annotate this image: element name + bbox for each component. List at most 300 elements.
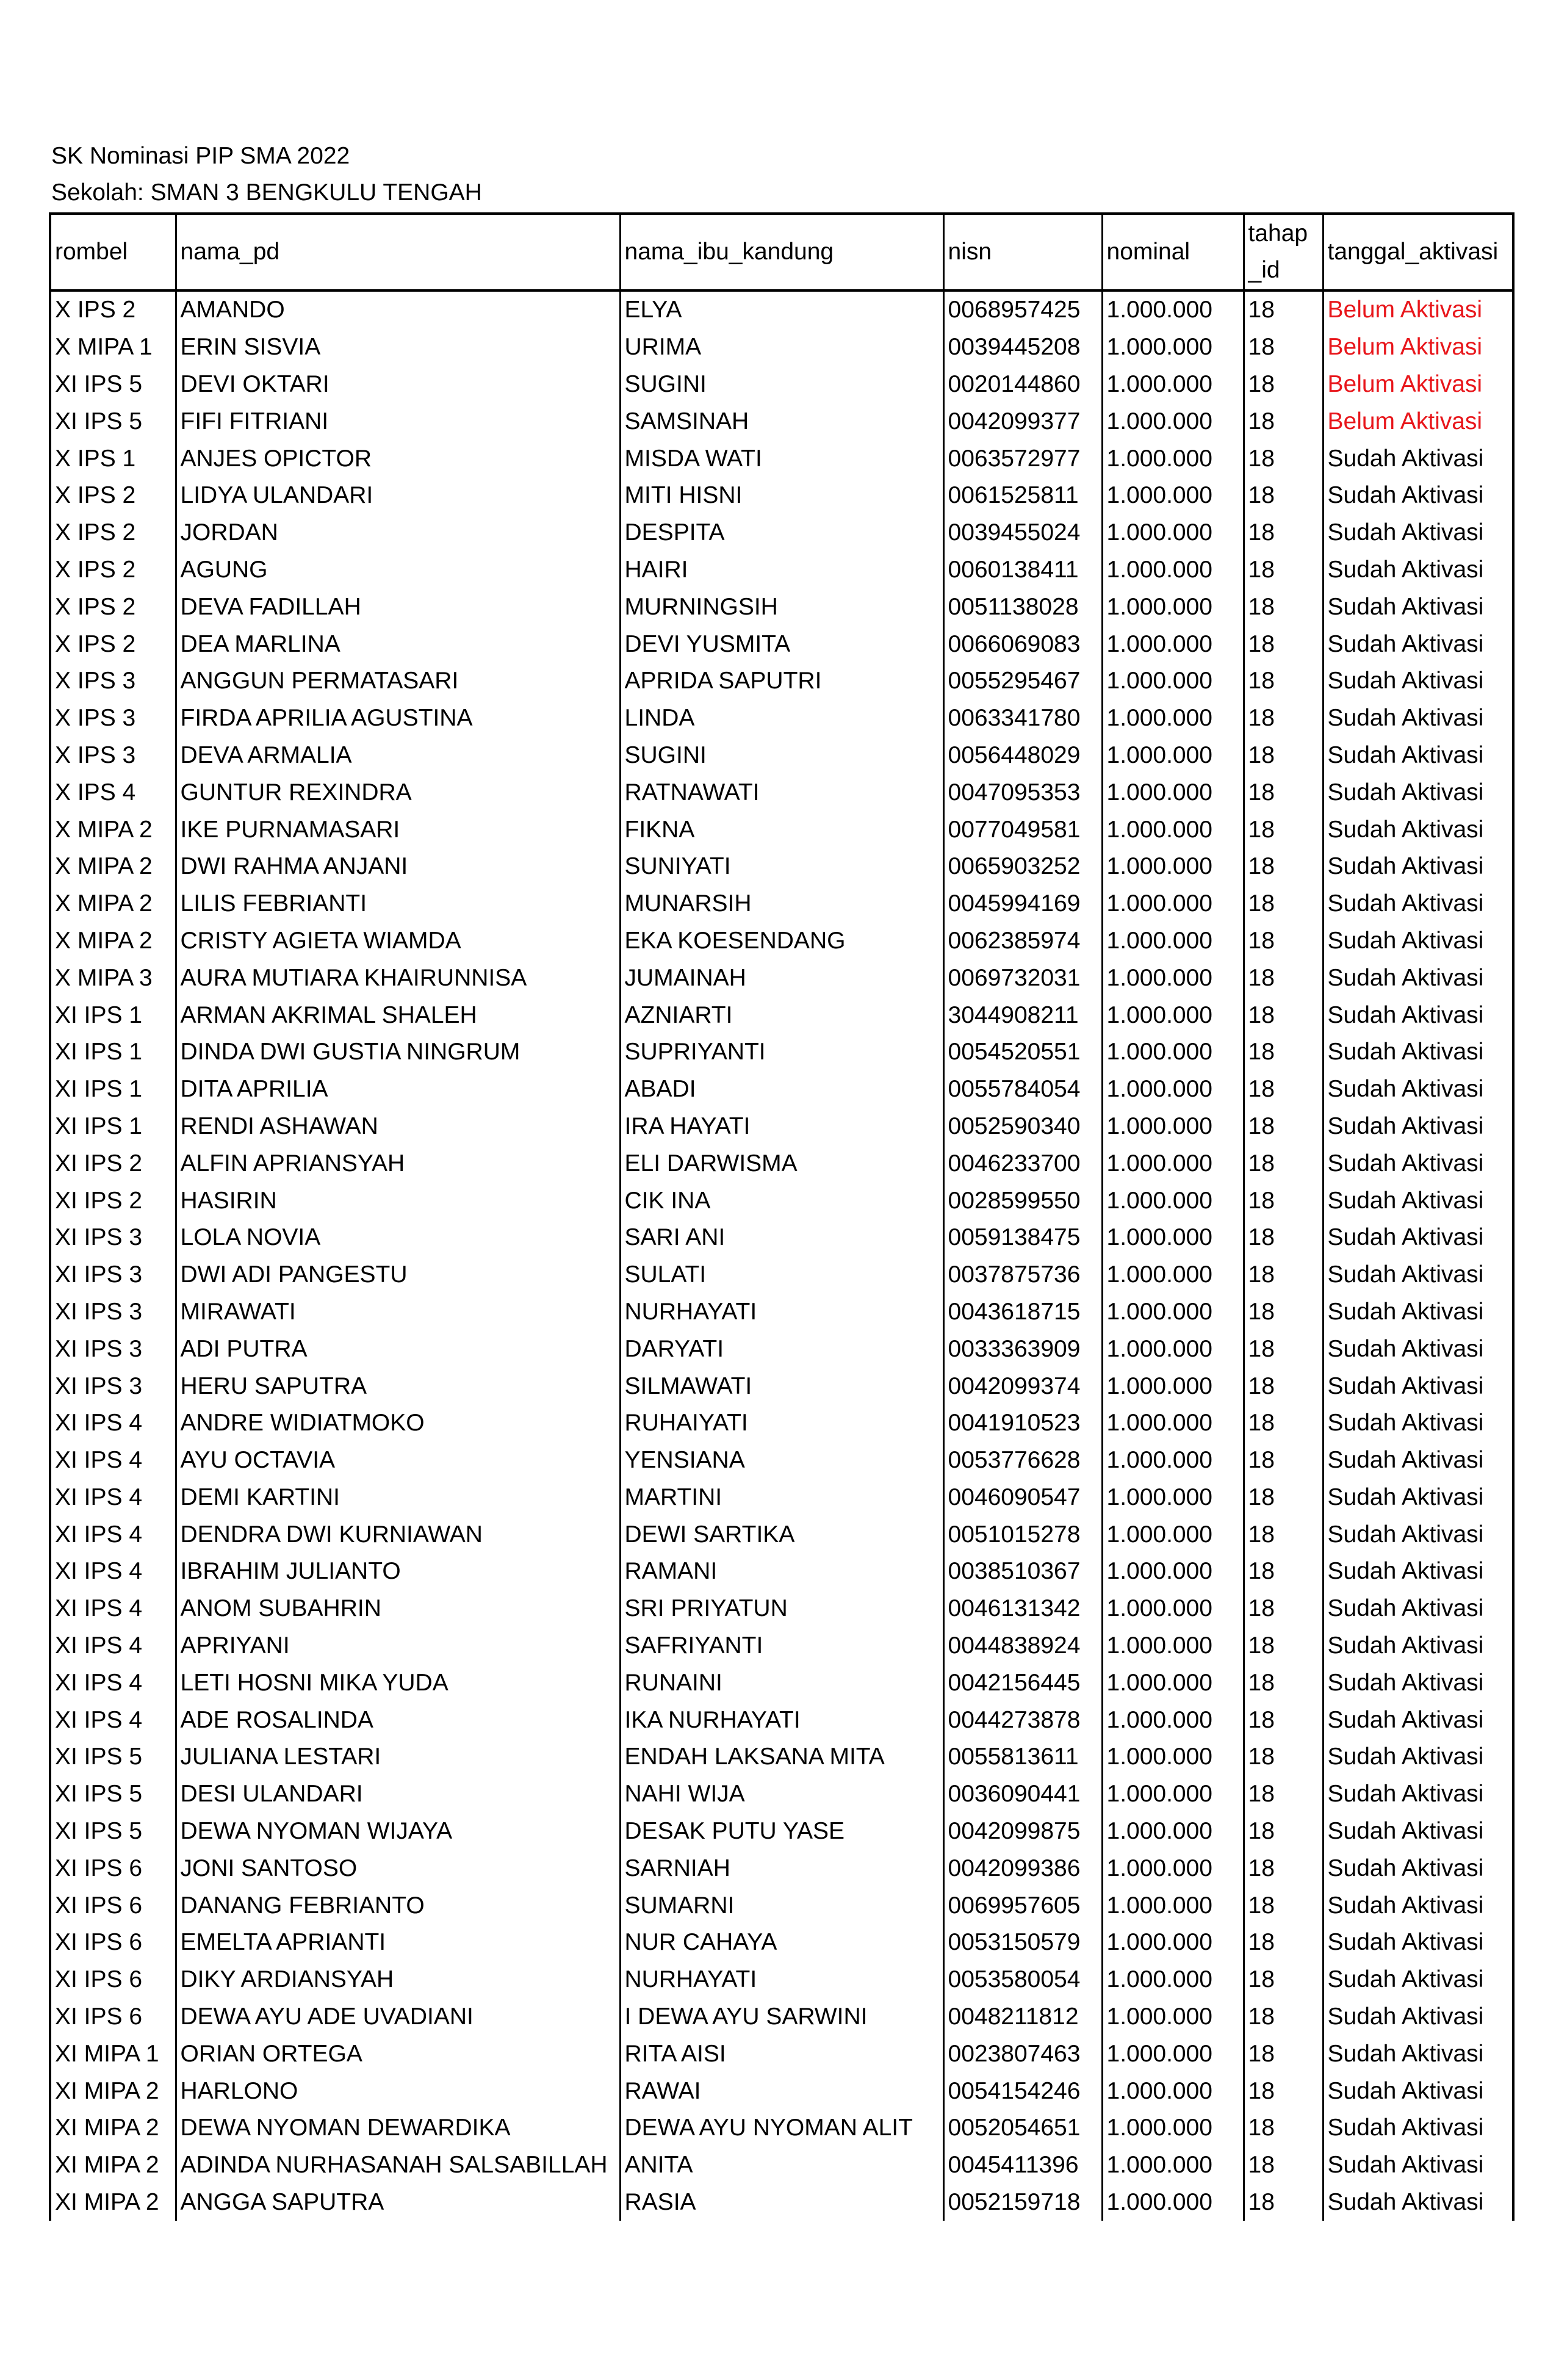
cell-tahap-id: 18	[1244, 1442, 1323, 1479]
cell-nama-pd: DEA MARLINA	[176, 626, 620, 663]
table-row	[50, 403, 1513, 440]
table-row	[50, 1257, 1513, 1294]
cell-tahap-id: 18	[1244, 1479, 1323, 1516]
cell-tanggal-aktivasi: Sudah Aktivasi	[1323, 2072, 1513, 2110]
cell-nominal: 1.000.000	[1102, 1442, 1244, 1479]
cell-nama-ibu-kandung: SAFRIYANTI	[620, 1628, 943, 1665]
cell-tanggal-aktivasi: Sudah Aktivasi	[1323, 440, 1513, 477]
cell-nama-pd: DEWA NYOMAN WIJAYA	[176, 1813, 620, 1850]
cell-tanggal-aktivasi: Sudah Aktivasi	[1323, 1182, 1513, 1219]
cell-nama-pd: CRISTY AGIETA WIAMDA	[176, 923, 620, 960]
cell-tahap-id: 18	[1244, 2072, 1323, 2110]
cell-tanggal-aktivasi: Sudah Aktivasi	[1323, 959, 1513, 997]
cell-nama-ibu-kandung: RASIA	[620, 2184, 943, 2221]
cell-nama-ibu-kandung: YENSIANA	[620, 1442, 943, 1479]
cell-tahap-id: 18	[1244, 1664, 1323, 1701]
cell-tahap-id: 18	[1244, 1590, 1323, 1628]
cell-nisn: 0060138411	[943, 552, 1102, 589]
cell-tahap-id: 18	[1244, 848, 1323, 885]
cell-nominal: 1.000.000	[1102, 440, 1244, 477]
table-row	[50, 811, 1513, 848]
cell-nama-ibu-kandung: ELI DARWISMA	[620, 1145, 943, 1182]
cell-rombel: XI MIPA 2	[50, 2184, 176, 2221]
cell-tanggal-aktivasi: Belum Aktivasi	[1323, 290, 1513, 329]
cell-rombel: XI IPS 2	[50, 1182, 176, 1219]
cell-nama-pd: DWI RAHMA ANJANI	[176, 848, 620, 885]
cell-tahap-id: 18	[1244, 663, 1323, 700]
cell-nominal: 1.000.000	[1102, 588, 1244, 626]
cell-nama-pd: DESI ULANDARI	[176, 1776, 620, 1813]
cell-nama-pd: DEMI KARTINI	[176, 1479, 620, 1516]
table-row	[50, 1924, 1513, 1961]
cell-tanggal-aktivasi: Sudah Aktivasi	[1323, 2035, 1513, 2072]
cell-tanggal-aktivasi: Sudah Aktivasi	[1323, 1145, 1513, 1182]
cell-nominal: 1.000.000	[1102, 1405, 1244, 1442]
cell-nama-ibu-kandung: NURHAYATI	[620, 1961, 943, 1999]
cell-nominal: 1.000.000	[1102, 1590, 1244, 1628]
cell-nama-ibu-kandung: MUNARSIH	[620, 885, 943, 923]
cell-nama-pd: EMELTA APRIANTI	[176, 1924, 620, 1961]
cell-nama-ibu-kandung: DEVI YUSMITA	[620, 626, 943, 663]
cell-rombel: XI IPS 3	[50, 1257, 176, 1294]
cell-tanggal-aktivasi: Sudah Aktivasi	[1323, 514, 1513, 552]
cell-nisn: 3044908211	[943, 997, 1102, 1034]
cell-tahap-id: 18	[1244, 1182, 1323, 1219]
cell-rombel: XI IPS 1	[50, 1071, 176, 1108]
cell-nisn: 0046131342	[943, 1590, 1102, 1628]
cell-rombel: XI IPS 3	[50, 1368, 176, 1405]
cell-rombel: XI IPS 5	[50, 1813, 176, 1850]
cell-nisn: 0046090547	[943, 1479, 1102, 1516]
cell-nama-pd: ADE ROSALINDA	[176, 1701, 620, 1739]
cell-nominal: 1.000.000	[1102, 848, 1244, 885]
cell-rombel: XI IPS 4	[50, 1516, 176, 1553]
cell-rombel: XI MIPA 2	[50, 2110, 176, 2147]
cell-nisn: 0041910523	[943, 1405, 1102, 1442]
cell-rombel: XI IPS 3	[50, 1219, 176, 1257]
cell-nama-pd: LETI HOSNI MIKA YUDA	[176, 1664, 620, 1701]
cell-nisn: 0053150579	[943, 1924, 1102, 1961]
cell-nama-ibu-kandung: CIK INA	[620, 1182, 943, 1219]
cell-nama-ibu-kandung: DESPITA	[620, 514, 943, 552]
table-row	[50, 1442, 1513, 1479]
cell-rombel: XI IPS 4	[50, 1664, 176, 1701]
table-row	[50, 923, 1513, 960]
cell-tanggal-aktivasi: Sudah Aktivasi	[1323, 2147, 1513, 2184]
cell-tanggal-aktivasi: Sudah Aktivasi	[1323, 2184, 1513, 2221]
table-row	[50, 1590, 1513, 1628]
cell-nisn: 0028599550	[943, 1182, 1102, 1219]
cell-nominal: 1.000.000	[1102, 2184, 1244, 2221]
cell-nisn: 0069957605	[943, 1887, 1102, 1924]
cell-nominal: 1.000.000	[1102, 552, 1244, 589]
cell-rombel: X MIPA 3	[50, 959, 176, 997]
cell-nisn: 0038510367	[943, 1553, 1102, 1590]
table-row	[50, 1034, 1513, 1071]
cell-tanggal-aktivasi: Sudah Aktivasi	[1323, 1590, 1513, 1628]
table-row	[50, 329, 1513, 366]
cell-nama-pd: DEWA NYOMAN DEWARDIKA	[176, 2110, 620, 2147]
cell-tahap-id: 18	[1244, 477, 1323, 514]
cell-rombel: X IPS 2	[50, 514, 176, 552]
cell-nama-ibu-kandung: SAMSINAH	[620, 403, 943, 440]
cell-rombel: X IPS 3	[50, 700, 176, 737]
cell-nisn: 0062385974	[943, 923, 1102, 960]
cell-tanggal-aktivasi: Sudah Aktivasi	[1323, 1330, 1513, 1368]
cell-nama-pd: AURA MUTIARA KHAIRUNNISA	[176, 959, 620, 997]
cell-nama-pd: AYU OCTAVIA	[176, 1442, 620, 1479]
cell-nama-pd: AMANDO	[176, 290, 620, 329]
cell-nama-pd: ERIN SISVIA	[176, 329, 620, 366]
cell-nama-ibu-kandung: RATNAWATI	[620, 774, 943, 811]
cell-nisn: 0042099386	[943, 1850, 1102, 1887]
cell-nama-ibu-kandung: JUMAINAH	[620, 959, 943, 997]
cell-nisn: 0053580054	[943, 1961, 1102, 1999]
cell-tanggal-aktivasi: Sudah Aktivasi	[1323, 1924, 1513, 1961]
cell-nama-ibu-kandung: MARTINI	[620, 1479, 943, 1516]
table-row	[50, 959, 1513, 997]
cell-rombel: X IPS 2	[50, 626, 176, 663]
cell-nama-pd: ADINDA NURHASANAH SALSABILLAH	[176, 2147, 620, 2184]
cell-nama-ibu-kandung: SUPRIYANTI	[620, 1034, 943, 1071]
cell-nama-pd: IBRAHIM JULIANTO	[176, 1553, 620, 1590]
cell-tanggal-aktivasi: Sudah Aktivasi	[1323, 626, 1513, 663]
cell-nominal: 1.000.000	[1102, 959, 1244, 997]
cell-nisn: 0023807463	[943, 2035, 1102, 2072]
cell-tahap-id: 18	[1244, 2184, 1323, 2221]
cell-tanggal-aktivasi: Sudah Aktivasi	[1323, 1479, 1513, 1516]
cell-tanggal-aktivasi: Sudah Aktivasi	[1323, 552, 1513, 589]
cell-tanggal-aktivasi: Sudah Aktivasi	[1323, 1553, 1513, 1590]
table-row	[50, 588, 1513, 626]
cell-nominal: 1.000.000	[1102, 1924, 1244, 1961]
cell-nama-pd: ANGGA SAPUTRA	[176, 2184, 620, 2221]
table-row	[50, 774, 1513, 811]
cell-rombel: XI IPS 1	[50, 1108, 176, 1145]
table-row	[50, 440, 1513, 477]
table-row	[50, 290, 1513, 329]
table-row	[50, 2072, 1513, 2110]
cell-nama-pd: DENDRA DWI KURNIAWAN	[176, 1516, 620, 1553]
cell-rombel: XI IPS 3	[50, 1330, 176, 1368]
table-row	[50, 2184, 1513, 2221]
cell-nama-pd: ARMAN AKRIMAL SHALEH	[176, 997, 620, 1034]
cell-nama-ibu-kandung: ABADI	[620, 1071, 943, 1108]
cell-nama-ibu-kandung: SUGINI	[620, 737, 943, 774]
cell-nisn: 0077049581	[943, 811, 1102, 848]
cell-nisn: 0042099875	[943, 1813, 1102, 1850]
table-row	[50, 1516, 1513, 1553]
table-row	[50, 1553, 1513, 1590]
cell-tahap-id: 18	[1244, 959, 1323, 997]
cell-nama-ibu-kandung: MURNINGSIH	[620, 588, 943, 626]
cell-nisn: 0039455024	[943, 514, 1102, 552]
cell-tahap-id: 18	[1244, 1294, 1323, 1331]
cell-nama-pd: AGUNG	[176, 552, 620, 589]
cell-nominal: 1.000.000	[1102, 1961, 1244, 1999]
cell-nama-ibu-kandung: URIMA	[620, 329, 943, 366]
cell-nisn: 0051138028	[943, 588, 1102, 626]
table-row	[50, 1664, 1513, 1701]
table-row	[50, 2035, 1513, 2072]
cell-nama-ibu-kandung: DEWA AYU NYOMAN ALIT	[620, 2110, 943, 2147]
table-row	[50, 1628, 1513, 1665]
cell-rombel: XI IPS 5	[50, 1776, 176, 1813]
cell-rombel: XI IPS 6	[50, 1850, 176, 1887]
cell-nominal: 1.000.000	[1102, 1219, 1244, 1257]
cell-tanggal-aktivasi: Sudah Aktivasi	[1323, 1368, 1513, 1405]
table-row	[50, 1182, 1513, 1219]
cell-nisn: 0039445208	[943, 329, 1102, 366]
cell-rombel: XI IPS 1	[50, 997, 176, 1034]
cell-nama-ibu-kandung: SUMARNI	[620, 1887, 943, 1924]
cell-tanggal-aktivasi: Sudah Aktivasi	[1323, 1776, 1513, 1813]
cell-tanggal-aktivasi: Sudah Aktivasi	[1323, 1294, 1513, 1331]
table-row	[50, 1071, 1513, 1108]
table-row	[50, 2110, 1513, 2147]
cell-tahap-id: 18	[1244, 626, 1323, 663]
cell-rombel: X MIPA 2	[50, 885, 176, 923]
cell-nominal: 1.000.000	[1102, 1628, 1244, 1665]
cell-nominal: 1.000.000	[1102, 1701, 1244, 1739]
column-header-nominal: nominal	[1102, 214, 1244, 290]
table-row	[50, 1701, 1513, 1739]
cell-nama-ibu-kandung: NURHAYATI	[620, 1294, 943, 1331]
cell-tahap-id: 18	[1244, 1516, 1323, 1553]
table-body	[50, 290, 1513, 2221]
table-row	[50, 1368, 1513, 1405]
cell-tahap-id: 18	[1244, 1368, 1323, 1405]
cell-tahap-id: 18	[1244, 811, 1323, 848]
cell-nama-pd: HERU SAPUTRA	[176, 1368, 620, 1405]
cell-nisn: 0055813611	[943, 1739, 1102, 1776]
cell-tahap-id: 18	[1244, 403, 1323, 440]
cell-rombel: X IPS 4	[50, 774, 176, 811]
cell-tahap-id: 18	[1244, 923, 1323, 960]
table-row	[50, 1813, 1513, 1850]
cell-nisn: 0061525811	[943, 477, 1102, 514]
cell-rombel: XI IPS 4	[50, 1628, 176, 1665]
cell-nisn: 0066069083	[943, 626, 1102, 663]
cell-rombel: XI IPS 1	[50, 1034, 176, 1071]
cell-nominal: 1.000.000	[1102, 1368, 1244, 1405]
cell-tahap-id: 18	[1244, 1628, 1323, 1665]
cell-nisn: 0068957425	[943, 290, 1102, 329]
cell-nominal: 1.000.000	[1102, 1776, 1244, 1813]
cell-tahap-id: 18	[1244, 1108, 1323, 1145]
cell-nominal: 1.000.000	[1102, 1999, 1244, 2036]
cell-nisn: 0052590340	[943, 1108, 1102, 1145]
cell-nominal: 1.000.000	[1102, 1553, 1244, 1590]
cell-rombel: XI IPS 2	[50, 1145, 176, 1182]
cell-tahap-id: 18	[1244, 440, 1323, 477]
cell-nisn: 0043618715	[943, 1294, 1102, 1331]
cell-nama-ibu-kandung: DEWI SARTIKA	[620, 1516, 943, 1553]
cell-nisn: 0069732031	[943, 959, 1102, 997]
cell-nisn: 0055295467	[943, 663, 1102, 700]
cell-nama-pd: ANGGUN PERMATASARI	[176, 663, 620, 700]
column-header-nisn: nisn	[943, 214, 1102, 290]
cell-nama-pd: MIRAWATI	[176, 1294, 620, 1331]
cell-tanggal-aktivasi: Sudah Aktivasi	[1323, 1516, 1513, 1553]
cell-rombel: XI IPS 6	[50, 1924, 176, 1961]
cell-nama-pd: FIFI FITRIANI	[176, 403, 620, 440]
cell-tahap-id: 18	[1244, 290, 1323, 329]
cell-tahap-id: 18	[1244, 1257, 1323, 1294]
cell-nominal: 1.000.000	[1102, 885, 1244, 923]
cell-nama-ibu-kandung: ENDAH LAKSANA MITA	[620, 1739, 943, 1776]
cell-tanggal-aktivasi: Sudah Aktivasi	[1323, 1813, 1513, 1850]
cell-tahap-id: 18	[1244, 1999, 1323, 2036]
cell-tanggal-aktivasi: Sudah Aktivasi	[1323, 1034, 1513, 1071]
cell-nominal: 1.000.000	[1102, 329, 1244, 366]
cell-nama-pd: DANANG FEBRIANTO	[176, 1887, 620, 1924]
nominee-table	[49, 212, 1515, 2221]
cell-nominal: 1.000.000	[1102, 663, 1244, 700]
cell-tanggal-aktivasi: Sudah Aktivasi	[1323, 1405, 1513, 1442]
cell-nominal: 1.000.000	[1102, 1108, 1244, 1145]
cell-nama-pd: LIDYA ULANDARI	[176, 477, 620, 514]
cell-nama-ibu-kandung: IKA NURHAYATI	[620, 1701, 943, 1739]
cell-nama-ibu-kandung: MISDA WATI	[620, 440, 943, 477]
cell-tahap-id: 18	[1244, 2147, 1323, 2184]
cell-nama-ibu-kandung: APRIDA SAPUTRI	[620, 663, 943, 700]
cell-nominal: 1.000.000	[1102, 1887, 1244, 1924]
school-name: Sekolah: SMAN 3 BENGKULU TENGAH	[51, 179, 482, 206]
table-row	[50, 1108, 1513, 1145]
cell-nama-ibu-kandung: RITA AISI	[620, 2035, 943, 2072]
cell-rombel: XI MIPA 1	[50, 2035, 176, 2072]
table-row	[50, 1850, 1513, 1887]
cell-tahap-id: 18	[1244, 1739, 1323, 1776]
table-row	[50, 477, 1513, 514]
table-row	[50, 2147, 1513, 2184]
cell-tahap-id: 18	[1244, 997, 1323, 1034]
cell-nominal: 1.000.000	[1102, 366, 1244, 403]
cell-nominal: 1.000.000	[1102, 2035, 1244, 2072]
cell-tanggal-aktivasi: Sudah Aktivasi	[1323, 588, 1513, 626]
cell-tahap-id: 18	[1244, 1887, 1323, 1924]
cell-tahap-id: 18	[1244, 588, 1323, 626]
cell-tanggal-aktivasi: Sudah Aktivasi	[1323, 811, 1513, 848]
cell-nama-ibu-kandung: RUNAINI	[620, 1664, 943, 1701]
cell-nisn: 0037875736	[943, 1257, 1102, 1294]
cell-rombel: X MIPA 2	[50, 811, 176, 848]
cell-tahap-id: 18	[1244, 514, 1323, 552]
cell-nama-ibu-kandung: SARNIAH	[620, 1850, 943, 1887]
header-row	[50, 214, 1513, 290]
cell-tanggal-aktivasi: Sudah Aktivasi	[1323, 1961, 1513, 1999]
cell-tahap-id: 18	[1244, 737, 1323, 774]
cell-rombel: XI IPS 4	[50, 1590, 176, 1628]
cell-nama-pd: HARLONO	[176, 2072, 620, 2110]
cell-nisn: 0036090441	[943, 1776, 1102, 1813]
cell-nominal: 1.000.000	[1102, 1257, 1244, 1294]
cell-nominal: 1.000.000	[1102, 997, 1244, 1034]
cell-nama-ibu-kandung: RAMANI	[620, 1553, 943, 1590]
table-row	[50, 1479, 1513, 1516]
cell-nama-ibu-kandung: RUHAIYATI	[620, 1405, 943, 1442]
cell-nominal: 1.000.000	[1102, 1330, 1244, 1368]
document-title: SK Nominasi PIP SMA 2022	[51, 143, 350, 169]
cell-tahap-id: 18	[1244, 552, 1323, 589]
cell-rombel: XI IPS 5	[50, 366, 176, 403]
cell-nama-ibu-kandung: EKA KOESENDANG	[620, 923, 943, 960]
cell-nisn: 0063341780	[943, 700, 1102, 737]
cell-nominal: 1.000.000	[1102, 1071, 1244, 1108]
cell-nama-ibu-kandung: I DEWA AYU SARWINI	[620, 1999, 943, 2036]
cell-tahap-id: 18	[1244, 1924, 1323, 1961]
cell-nama-ibu-kandung: SULATI	[620, 1257, 943, 1294]
cell-nama-ibu-kandung: SUNIYATI	[620, 848, 943, 885]
cell-tahap-id: 18	[1244, 1034, 1323, 1071]
cell-nisn: 0055784054	[943, 1071, 1102, 1108]
cell-nama-ibu-kandung: IRA HAYATI	[620, 1108, 943, 1145]
cell-tahap-id: 18	[1244, 329, 1323, 366]
cell-rombel: X IPS 1	[50, 440, 176, 477]
cell-tanggal-aktivasi: Sudah Aktivasi	[1323, 1108, 1513, 1145]
cell-tanggal-aktivasi: Belum Aktivasi	[1323, 403, 1513, 440]
cell-tanggal-aktivasi: Sudah Aktivasi	[1323, 1664, 1513, 1701]
table-row	[50, 1294, 1513, 1331]
cell-tahap-id: 18	[1244, 1553, 1323, 1590]
cell-nominal: 1.000.000	[1102, 403, 1244, 440]
cell-nama-pd: DEVI OKTARI	[176, 366, 620, 403]
cell-nominal: 1.000.000	[1102, 2147, 1244, 2184]
cell-nama-pd: ANDRE WIDIATMOKO	[176, 1405, 620, 1442]
cell-nisn: 0054520551	[943, 1034, 1102, 1071]
column-header-tahap-id: tahap_id	[1244, 214, 1323, 290]
cell-tahap-id: 18	[1244, 700, 1323, 737]
cell-tanggal-aktivasi: Sudah Aktivasi	[1323, 700, 1513, 737]
cell-tanggal-aktivasi: Sudah Aktivasi	[1323, 1999, 1513, 2036]
cell-nominal: 1.000.000	[1102, 737, 1244, 774]
cell-nama-pd: APRIYANI	[176, 1628, 620, 1665]
cell-nama-ibu-kandung: MITI HISNI	[620, 477, 943, 514]
cell-tahap-id: 18	[1244, 774, 1323, 811]
cell-rombel: X IPS 2	[50, 588, 176, 626]
cell-nama-pd: JONI SANTOSO	[176, 1850, 620, 1887]
cell-nisn: 0052159718	[943, 2184, 1102, 2221]
cell-nama-pd: DWI ADI PANGESTU	[176, 1257, 620, 1294]
cell-tahap-id: 18	[1244, 1850, 1323, 1887]
cell-nama-ibu-kandung: SARI ANI	[620, 1219, 943, 1257]
cell-nama-ibu-kandung: LINDA	[620, 700, 943, 737]
cell-rombel: XI IPS 6	[50, 1999, 176, 2036]
cell-nominal: 1.000.000	[1102, 477, 1244, 514]
cell-tahap-id: 18	[1244, 1219, 1323, 1257]
cell-rombel: XI IPS 6	[50, 1887, 176, 1924]
cell-rombel: XI IPS 4	[50, 1405, 176, 1442]
table-row	[50, 1739, 1513, 1776]
cell-nama-ibu-kandung: SRI PRIYATUN	[620, 1590, 943, 1628]
cell-nominal: 1.000.000	[1102, 2110, 1244, 2147]
table-row	[50, 997, 1513, 1034]
cell-nama-pd: DITA APRILIA	[176, 1071, 620, 1108]
cell-rombel: X IPS 3	[50, 663, 176, 700]
cell-nama-ibu-kandung: SILMAWATI	[620, 1368, 943, 1405]
cell-tahap-id: 18	[1244, 1071, 1323, 1108]
cell-nominal: 1.000.000	[1102, 1813, 1244, 1850]
cell-nama-pd: JULIANA LESTARI	[176, 1739, 620, 1776]
cell-tanggal-aktivasi: Sudah Aktivasi	[1323, 737, 1513, 774]
cell-rombel: XI MIPA 2	[50, 2147, 176, 2184]
cell-nominal: 1.000.000	[1102, 1850, 1244, 1887]
cell-tanggal-aktivasi: Sudah Aktivasi	[1323, 848, 1513, 885]
cell-nisn: 0042099377	[943, 403, 1102, 440]
cell-rombel: X MIPA 2	[50, 923, 176, 960]
cell-nominal: 1.000.000	[1102, 1294, 1244, 1331]
